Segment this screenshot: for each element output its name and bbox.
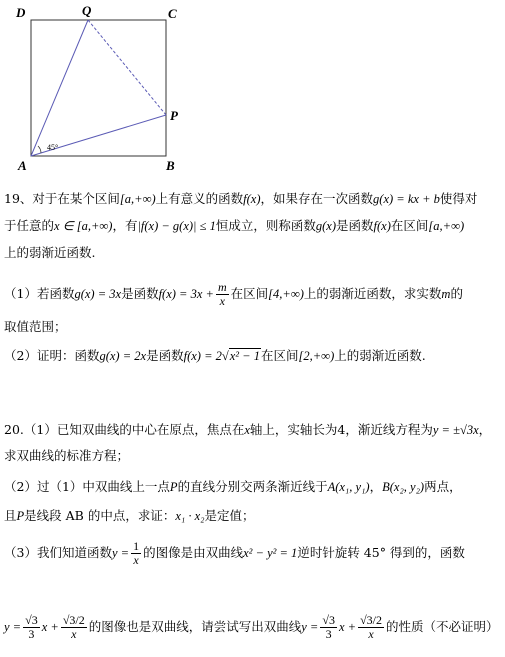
text: ， (478, 422, 492, 437)
q19-part1-cont: 取值范围； (4, 319, 67, 334)
denominator: x (368, 627, 374, 641)
fraction (61, 614, 87, 641)
geometry-figure (0, 0, 200, 178)
square-diagram (0, 0, 200, 178)
math: m (441, 287, 451, 301)
math: [2,+∞) (298, 349, 335, 363)
numerator: 1 (133, 539, 140, 553)
angle-arc (38, 146, 41, 153)
text: 的直线分别交两条渐近线于 (177, 479, 328, 494)
q19-line-2 (4, 217, 504, 235)
math: g(x) = 3x (74, 287, 122, 301)
angle-label: 45° (47, 143, 59, 152)
math: f(x) (243, 192, 261, 206)
q19-line-1 (4, 190, 504, 208)
denominator: x (133, 553, 139, 567)
math: x (244, 423, 250, 437)
denominator: 3 (28, 627, 35, 641)
denominator: x (71, 627, 77, 641)
text: ，如果存在一次函数 (260, 191, 374, 206)
fraction (23, 614, 40, 641)
math: f(x) (373, 219, 391, 233)
math: g(x) = 2x (99, 349, 147, 363)
text: 的图像是由双曲线 (143, 545, 244, 560)
text: 是线段 AB 的中点，求证： (24, 508, 176, 523)
math: A(x₁, y₁) (327, 480, 370, 494)
fraction (320, 614, 337, 641)
text: 在区间 (390, 218, 429, 233)
q20-part2 (4, 478, 504, 496)
math: g(x) (315, 219, 336, 233)
text: （2）证明：函数 (4, 348, 100, 363)
text: 的性质（不必证明） (385, 619, 499, 634)
numerator: √3 (322, 613, 335, 627)
fraction (131, 540, 141, 567)
text: 是定值； (204, 508, 255, 523)
math: P (16, 509, 25, 523)
math: f(x) = 2 (183, 349, 222, 363)
sqrt-sign: √ (221, 349, 229, 363)
fraction (216, 281, 229, 308)
math: x₁ · x₂ (175, 509, 205, 523)
text: ，有 (112, 218, 138, 233)
math: x + (338, 620, 357, 634)
numerator: √3 (25, 613, 38, 627)
math: x² − y² = 1 (243, 546, 298, 560)
label-b: B (166, 158, 175, 173)
text: 20.（1）已知双曲线的中心在原点，焦点在 (4, 422, 245, 437)
q19-line-3: 上的弱渐近函数. (4, 245, 96, 260)
math: y = (4, 620, 22, 634)
text: 在区间 (230, 286, 269, 301)
math: y = ±√3x (432, 423, 479, 437)
text: 两点， (424, 479, 462, 494)
q20-line-1 (4, 421, 504, 439)
math: |f(x) − g(x)| ≤ 1 (137, 219, 216, 233)
q20-line-2: 求双曲线的标准方程； (4, 448, 130, 463)
math: x + (41, 620, 59, 634)
math: [a,+∞) (428, 219, 465, 233)
radicand: x² − 1 (229, 349, 260, 363)
q20-part3 (4, 540, 504, 567)
math: B(x₂, y₂) (382, 480, 425, 494)
math: [4,+∞) (268, 287, 304, 301)
math: f(x) = 3x + (158, 287, 214, 301)
text: （3）我们知道函数 (4, 545, 112, 560)
label-q: Q (82, 3, 92, 18)
denominator: x (219, 294, 225, 308)
text: 上的弱渐近函数. (334, 348, 426, 363)
math: y = (111, 546, 130, 560)
text: 的图像也是双曲线，请尝试写出双曲线 (88, 619, 302, 634)
segment-aq (31, 20, 88, 156)
label-a: A (18, 158, 27, 173)
label-d: D (16, 5, 26, 20)
text: 19、对于在某个区间 (4, 191, 120, 206)
text: 且 (4, 508, 17, 523)
q19-part1 (4, 281, 504, 308)
label-p: P (170, 108, 178, 123)
text: （1）若函数 (4, 286, 75, 301)
text: 上有意义的函数 (155, 191, 244, 206)
math: [a,+∞) (119, 192, 156, 206)
text: 是函数 (121, 286, 159, 301)
text: 的 (450, 286, 463, 301)
text: ， (369, 479, 383, 494)
math: x ∈ [a,+∞) (54, 219, 113, 233)
text: 逆时针旋转 45° 得到的，函数 (297, 545, 465, 560)
numerator: √3/2 (62, 613, 85, 627)
text: 于任意的 (4, 218, 55, 233)
text: 轴上，实轴长为4，渐近线方程为 (249, 422, 433, 437)
text: 在区间 (260, 348, 299, 363)
segment-qp (88, 20, 166, 115)
math: y = (301, 620, 319, 634)
math: P (169, 480, 178, 494)
q19-part2 (4, 347, 504, 365)
denominator: 3 (325, 627, 332, 641)
text: 使得对 (439, 191, 478, 206)
text: （2）过（1）中双曲线上一点 (4, 479, 170, 494)
math: g(x) = kx + b (373, 192, 440, 206)
q20-part3-cont (4, 614, 504, 641)
fraction (358, 614, 384, 641)
numerator: √3/2 (360, 613, 382, 627)
q20-part2-cont (4, 507, 504, 525)
label-c: C (168, 6, 177, 21)
text: 是函数 (146, 348, 184, 363)
text: 上的弱渐近函数，求实数 (303, 286, 442, 301)
text: 是函数 (336, 218, 374, 233)
text: 恒成立，则称函数 (215, 218, 316, 233)
numerator: m (217, 280, 227, 294)
